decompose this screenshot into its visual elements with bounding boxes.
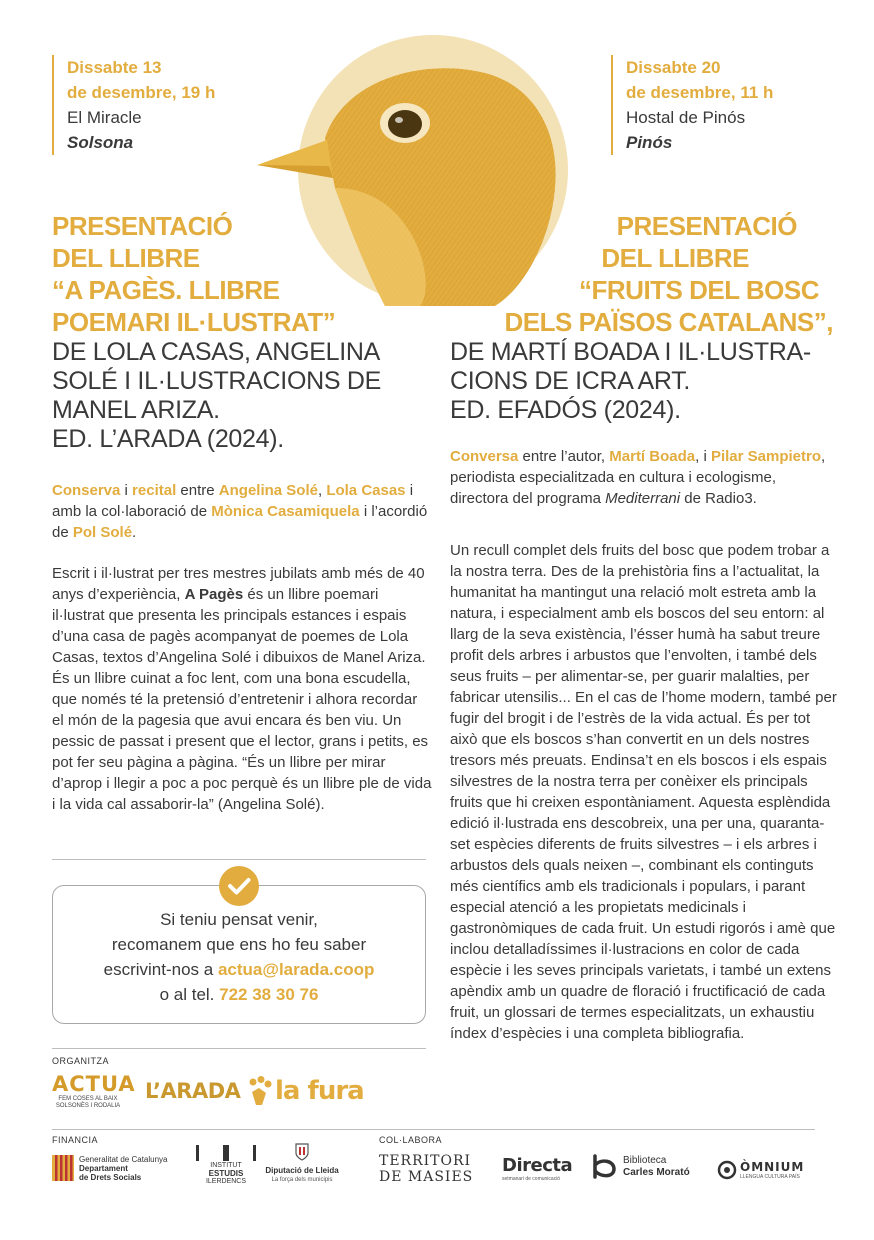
title-line: “A PAGÈS. LLIBRE	[52, 275, 280, 305]
diputacio-text: Diputació de Lleida	[265, 1166, 339, 1175]
intro-highlight: Pilar Sampietro	[710, 448, 822, 465]
intro-highlight: Pol Solé	[72, 524, 133, 541]
intro-text: ,	[317, 482, 327, 499]
subtitle-line: CIONS DE ICRA ART.	[450, 367, 691, 395]
intro-highlight: Mònica Casamiquela	[211, 503, 360, 520]
diputacio-shield-icon	[295, 1143, 309, 1161]
intro-highlight: Angelina Solé	[218, 482, 318, 499]
contact-line: recomanem que ens ho feu saber	[111, 935, 367, 954]
intro-text: i	[120, 482, 133, 499]
iei-logo	[196, 1145, 256, 1193]
title-line: PRESENTACIÓ	[616, 211, 797, 241]
title-line: DELS PAÏSOS CATALANS”,	[504, 307, 833, 337]
actua-sub: FEM COSES AL BAIX	[58, 1096, 118, 1102]
event-day: Dissabte 13	[67, 58, 162, 77]
gencat-text: Generalitat de Catalunya	[79, 1155, 168, 1164]
iei-text: ILERDENCS	[205, 1178, 247, 1185]
directa-logo	[502, 1155, 572, 1182]
intro-highlight: Conversa	[450, 448, 519, 465]
lafura-logo	[247, 1076, 364, 1106]
left-title	[52, 210, 335, 338]
biblioteca-icon	[592, 1153, 620, 1181]
intro-highlight: Lola Casas	[326, 482, 406, 499]
larada-logo: L’ARADA	[145, 1079, 241, 1103]
diputacio-logo	[262, 1143, 342, 1184]
actua-logo-text: ACTUA	[52, 1072, 136, 1096]
contact-line: Si teniu pensat venir,	[160, 910, 318, 929]
event-town: Solsona	[67, 133, 134, 152]
omnium-logo-text: ÒMNIUM	[740, 1160, 805, 1174]
title-line: DEL LLIBRE	[52, 243, 200, 273]
title-line: POEMARI IL·LUSTRAT”	[52, 307, 336, 337]
lafura-paw-icon	[247, 1076, 273, 1106]
contact-phone-link[interactable]: 722 38 30 76	[219, 985, 319, 1004]
left-subtitle	[52, 338, 381, 454]
subtitle-line: SOLÉ I IL·LUSTRACIONS DE	[52, 367, 381, 395]
subtitle-line: DE MARTÍ BOADA I IL·LUSTRA-	[450, 338, 811, 366]
collabora-label: COL·LABORA	[379, 1135, 443, 1145]
right-body: Un recull complet dels fruits del bosc que podem trobar a la nostra terra. Des de la prehistòria fins a l’actualitat, la humanitat ha mantingut una relació molt estreta amb la natura, i especialment amb els boscos del seu entorn: al llarg de la seva existència, l’ésser humà ha sabut treure profit dels arbres i arbustos que l’envolten, i també dels seus fruits – per alimentar-se, per guarir malalties, per fabricar utensilis... En el cas de l’home modern, també per fugir del brogit i de l’estrès de la vida actual. És per tot això que els boscos s’han convertit en un dels nostres tresors més preuats. Endinsa’t en els boscos i els espais silvestres de la nostra terra per conèixer els principals fruits que hi creixen espontàniament. Aquesta esplèndida edició il·lustrada ens descobreix, una per una, quaranta-set espècies diferents de fruits silvestres – i els arbres i arbustos dels quals neixen –, combinant els continguts més científics amb els tradicionals i populars, i parant especial atenció a les propietats medicinals i gastronòmiques de cada fruit. Un estudi rigorós i amè que inclou detalladíssimes il·lustracions en color de cada espècie i les seves principals varietats, i també un extens apèndix amb un quadre de floració i fructificació de cada fruit, un glossari de termes especialitzats, un exhaustiu índex d’espècies i una completa bibliografia.	[450, 542, 837, 1042]
actua-sub: SOLSONÈS I RODALIA	[55, 1103, 121, 1109]
gencat-text: Departament	[79, 1164, 128, 1173]
event-day: Dissabte 20	[626, 58, 721, 77]
title-line: DEL LLIBRE	[601, 243, 749, 273]
event-date: de desembre, 11 h	[626, 83, 774, 102]
territori-text: TERRITORI	[379, 1153, 472, 1169]
territori-logo	[379, 1153, 473, 1185]
event-place: Hostal de Pinós	[626, 108, 746, 127]
organitza-label: ORGANITZA	[52, 1056, 110, 1066]
intro-highlight: Conserva	[52, 482, 121, 499]
subtitle-line: MANEL ARIZA.	[52, 396, 220, 424]
intro-text: entre	[176, 482, 219, 499]
event-date-right	[611, 55, 773, 155]
omnium-icon	[717, 1160, 737, 1180]
intro-text: .	[132, 524, 137, 541]
left-intro	[52, 480, 432, 543]
iei-text: INSTITUT	[210, 1162, 242, 1169]
contact-email-link[interactable]: actua@larada.coop	[217, 960, 375, 979]
body-text: Escrit i il·lustrat per tres mestres jubilats amb més de 40 anys d’experiència,	[52, 565, 425, 603]
actua-logo	[52, 1072, 136, 1110]
event-date-left	[52, 55, 215, 155]
intro-text: i amb la col·laboració de	[52, 482, 414, 520]
check-icon	[219, 866, 259, 906]
right-subtitle	[450, 338, 811, 425]
book-title: A Pagès	[184, 586, 244, 603]
title-line: “FRUITS DEL BOSC	[579, 275, 819, 305]
event-place: El Miracle	[67, 108, 142, 127]
divider	[52, 1129, 815, 1130]
body-text: és un llibre poemari il·lustrat que presenta les principals estances i espais d’una casa de pagès acompanyat de poemes de Lola Casas, textos d’Angelina Solé i dibuixos de Manel Ariza. És un llibre cuinat a foc lent, com una bona escudella, que només té la pretensió d’entretenir i alhora recordar el món de la pagesia que avui encara és ben viu. Un pessic de passat i present que el lector, grans i petits, es pot fer seu pàgina a pàgina. “És un llibre per mirar d’aprop i llegir a poc a poc perquè és un llibre ple de vida i la vida cal assaborir-la” (Angelina Solé).	[52, 586, 432, 813]
right-intro	[450, 446, 835, 509]
iei-text: ESTUDIS	[208, 1169, 244, 1178]
contact-line: o al tel.	[159, 985, 220, 1004]
subtitle-line: DE LOLA CASAS, ANGELINA	[52, 338, 380, 366]
left-body	[52, 563, 432, 815]
right-title	[430, 210, 833, 338]
event-date: de desembre, 19 h	[67, 83, 216, 102]
intro-highlight: recital	[132, 482, 177, 499]
intro-text: , periodista especialitzada en cultura i ecologisme, directora del programa	[450, 448, 826, 507]
subtitle-line: ED. L’ARADA (2024).	[52, 425, 284, 453]
territori-text: DE MASIES	[379, 1169, 474, 1185]
generalitat-logo	[52, 1155, 168, 1182]
title-line: PRESENTACIÓ	[52, 211, 233, 241]
biblioteca-text: Biblioteca	[623, 1155, 667, 1166]
divider	[52, 1048, 426, 1049]
omnium-logo	[717, 1160, 804, 1180]
directa-sub: setmanari de comunicació	[502, 1176, 561, 1182]
lafura-logo-text: la fura	[275, 1076, 364, 1106]
intro-text: , i	[695, 448, 711, 465]
gencat-text: de Drets Socials	[79, 1173, 142, 1182]
contact-line: escrivint-nos a	[103, 960, 218, 979]
divider	[52, 859, 426, 860]
intro-text: entre l’autor,	[518, 448, 610, 465]
subtitle-line: ED. EFADÓS (2024).	[450, 396, 681, 424]
intro-text: de Radio3.	[680, 490, 757, 507]
intro-text: i l’acordió de	[52, 503, 428, 541]
financia-label: FINANCIA	[52, 1135, 99, 1145]
omnium-sub: LLENGUA CULTURA PAÍS	[740, 1174, 800, 1180]
directa-logo-text: Directa	[502, 1155, 573, 1176]
biblioteca-text: Carles Morató	[623, 1167, 690, 1178]
diputacio-text: La força dels municipis	[271, 1177, 333, 1183]
intro-highlight: Martí Boada	[609, 448, 696, 465]
event-town: Pinós	[626, 133, 673, 152]
biblioteca-logo	[592, 1153, 690, 1181]
generalitat-flag-icon	[52, 1155, 74, 1181]
program-name: Mediterrani	[605, 490, 681, 507]
